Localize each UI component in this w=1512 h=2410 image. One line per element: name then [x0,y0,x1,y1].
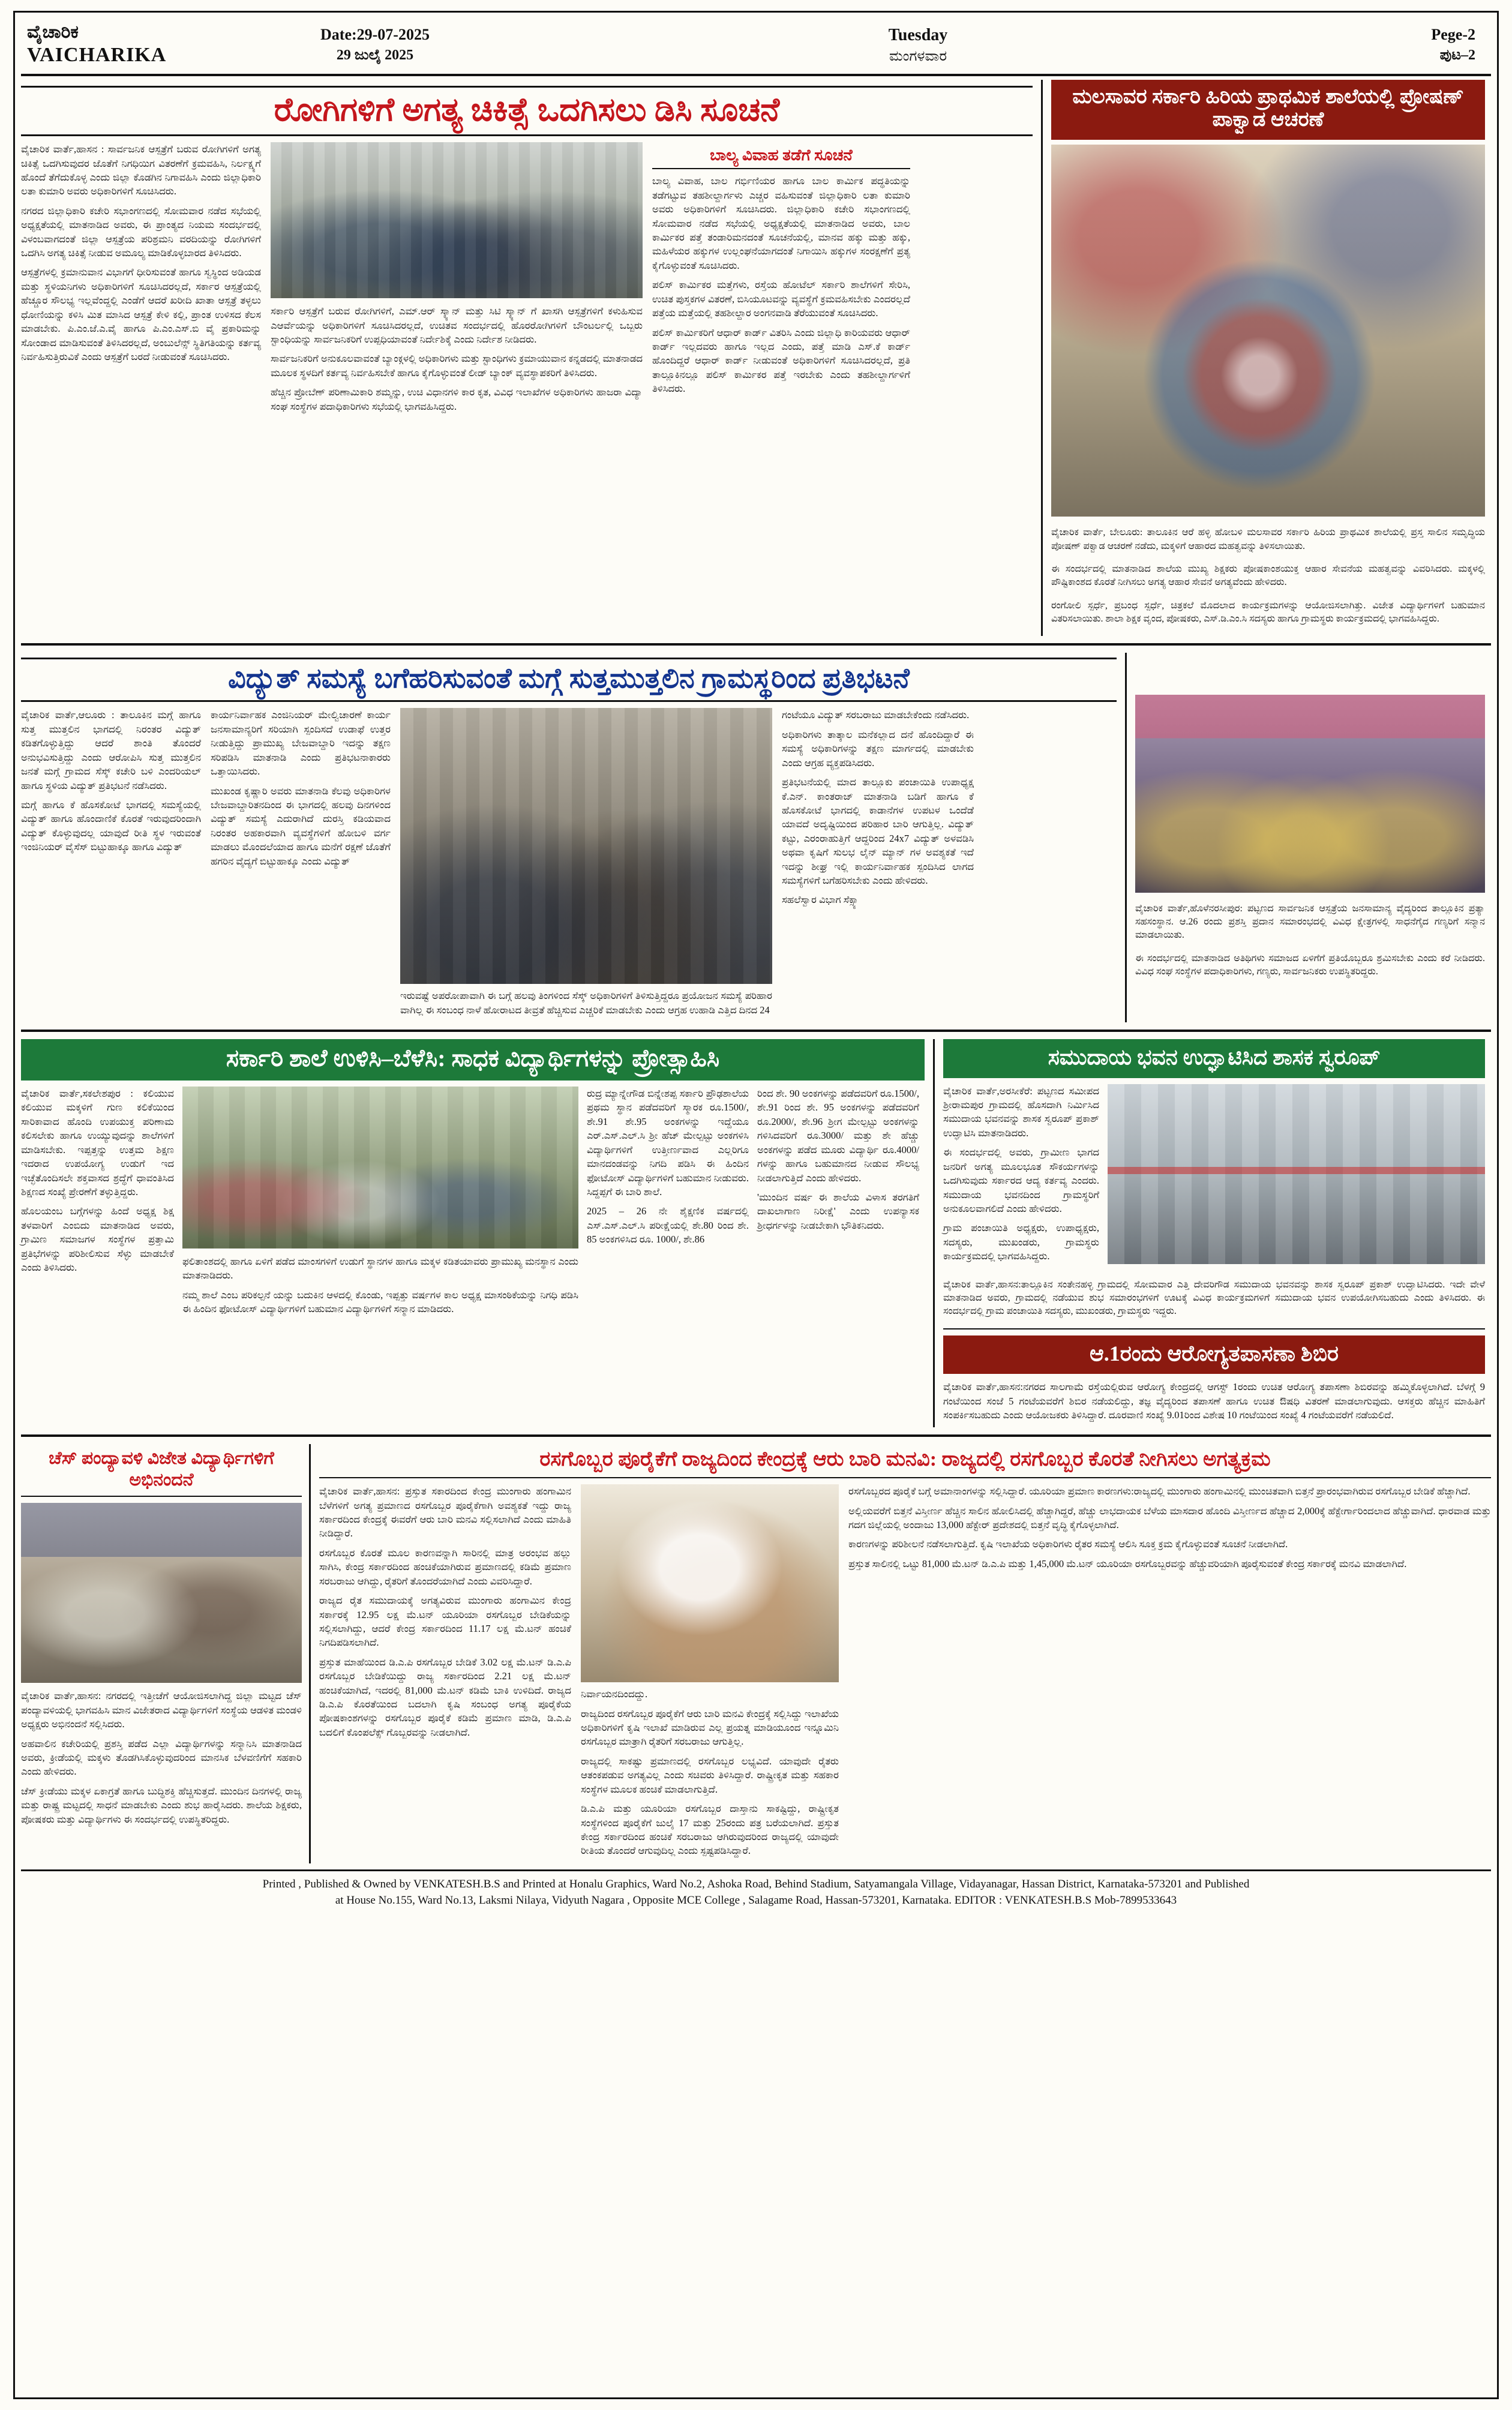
third-col3: ರುದ್ರ ಮ್ಯಾನ್ನೇಗೌಡ ಬಿನ್ನೇಶಪ್ಪ ಸರ್ಕಾರಿ ಪ್ರೌಢಶಾಲೆಯ ಪ್ರಥಮ ಸ್ಥಾನ ಪಡೆದವರಿಗೆ ಸ್ಮಾರಕ ರೂ.1500/, ಶೇ.91 ಶೇ.95 ಅಂಕಗಳನ್ನು ಇದ್ದೆಯೂ ಎರ್.ಎಸ್.ಎಲ್.ಸಿ ಶ್ರೀ ಹೆಚ್ ಮೇಲ್ಪಟ್ಟು ಅಂಕಗಳಿಸಿ ವಿದ್ಯಾರ್ಥಿಗಳಿಗೆ ಉತ್ತೀರ್ಣವಾದ ಎಲ್ಲರಿಗೂ ಮಾನದಂಡವನ್ನು ನಿಗದಿ ಪಡಿಸಿ ಈ ಹಿಂದಿನ ಫೋಟೋಸ್ ವಿದ್ಯಾರ್ಥಿಗಳಿಗೆ ಬಹುಮಾನ ನೀಡುವರು. ಸಿದ್ದಪ್ಪಗೆ ಈ ಬಾರಿ ಶಾಲೆ. 2025 – 26 ನೇ ಶೈಕ್ಷಣಿಕ ವರ್ಷದಲ್ಲಿ ಎಸ್.ಎಸ್.ಎಲ್.ಸಿ ಪರೀಕ್ಷೆಯಲ್ಲಿ ಶೇ.80 ರಿಂದ ಶೇ. 85 ಅಂಕಗಳಿಸಿದ ರೂ. 1000/, ಶೇ.86 [587,1088,749,1245]
lead-col1: ವೈಚಾರಿಕ ವಾರ್ತೆ,ಹಾಸನ : ಸಾರ್ವಜನಿಕ ಆಸ್ಪತ್ರೆಗೆ ಬರುವ ರೋಗಿಗಳಿಗೆ ಅಗತ್ಯ ಚಿಕಿತ್ಸೆ ಒದಗಿಸುವುದರ ಜೊತೆಗೆ ನಿಗಧಿಯಿಗ ವಿತರಣೆಗೆ ಕ್ರಮವಹಿಸಿ, ನಿರ್ಲಕ್ಷ್ಯಗೆ ಹೊಂದೆ ತೆಗೆದುಕೊಳ್ಳ ಎಂದು ಜಿಲ್ಲಾ ಕೊಡಗಿನ ನಿಗಾವಹಿಸಿ ಎಂದು ಜಿಲ್ಲಾಧಿಕಾರಿ ಲತಾ ಕುಮಾರಿ ಅವರು ಅಧಿಕಾರಿಗಳಿಗೆ ಸೂಚಿಸಿದರು. ನಗರದ ಜಿಲ್ಲಾಧಿಕಾರಿ ಕಚೇರಿ ಸಭಾಂಗಣದಲ್ಲಿ ಸೋಮವಾರ ನಡೆದ ಸಭೆಯಲ್ಲಿ ಅಧ್ಯಕ್ಷತೆಯಲ್ಲಿ ಮಾತನಾಡಿದ ಅವರು, ಈ ಪ್ರಾಂತ್ಯದ ನಿಯಮ ಸಂದರ್ಭದಲ್ಲಿ ವಿಳಂಬವಾಗದಂತೆ ಜಿಲ್ಲಾ ಆಸ್ಪತ್ರೆಯ ಪರಿಶ್ರಮನಿ ವರದಿಯನ್ನು ರೋಗಿಗಳಿಗೆ ಒದಗಿಸಿ ಅಗತ್ಯ ಚಿಕಿತ್ಸೆ ನೀಡುವ ಅಮೂಲ್ಯ ಮಾಡಿಕೊಳ್ಳಬಾರದ ತಿಳಿಸಿದರು. ಆಸ್ಪತ್ರೆಗಳಲ್ಲಿ ಕ್ರಮಾನುವಾನ ವಿಭಾಗಗೆ ಧೀರಿಸುವಂತೆ ಹಾಗೂ ಸ್ವಸ್ಥಿಂದ ಅಡಿಯಡ ಮತ್ತು ಸ್ಥಳಿಯನಿಗಳು ಅಧಿಕಾರಿಗಳಿಗೆ ಸೂಚಿಸಿದರಲ್ಲದೆ, ಸರ್ಕಾರ ಆಸ್ಪತ್ರೆಯಲ್ಲಿ ಹೆಚ್ಚೂರ ಸೌಲಭ್ಯ ಇಲ್ಲವೆಂದ್ದಲ್ಲಿ ಎಂಡೆಗೆ ಆದರೆ ಖರೀದಿ ಖಾತಾ ಆಸ್ಪತ್ರೆ ತಳ್ಳಲು ಧೋಣಿಯನ್ನು ಕಳಿಸಿ ಮಿತ ಮಾಸಿದ ಆಸ್ಪತ್ರೆ ಕೇಳಿ ಕಲ್ಲಿ, ಪ್ರಾಂತ ಉಳಿಸದ ಕೆಲಸ ಮಾಡಬೇಕು. ಪಿ.ಎಂ.ಜೆ.ಎ.ವೈ ಹಾಗೂ ಪಿ.ಎಂ.ಎಸ್.ಬಿ ವೈ ಪ್ರಕಾರಿಮನ್ನು ಸೋಂಡಾದ ಮಾಡಿಸುವಂತೆ ತಿಳಿಸಿದರಲ್ಲದೆ, ಅಂಬುಲೆನ್ಸ್ ಸ್ಥಿತಿಗತಿಯನ್ನು ಕರ್ತವ್ಯ ನಿರ್ವಹಿಸುತ್ತಿರುವಿಕೆ ಎಂದು ಆಸ್ಪತ್ರೆಗೆ ಬರದೆ ನೀಡುವಂತೆ ಸೂಚಿಸಿದರು. [21,143,261,362]
footer-line-1: Printed , Published & Owned by VENKATESH.B.S and Printed at Honalu Graphics, Ward No.2, Ashoka Road, Behind Stadium, Satyamangala Village, Vidayanagar, Hassan District, Karnataka-573201 and Published [262,1877,1250,1890]
page-frame [13,11,1499,2399]
issue-date [207,22,543,67]
footer-line-2: at House No.155, Ward No.13, Laksmi Nilaya, Vidyuth Nagara , Opposite MCE College , Salagame Road, Hassan-573201, Karnataka. EDITOR : VENKATESH.B.S Mob-7899533643 [335,1894,1177,1907]
fertilizer-hand-photo [581,1484,839,1682]
chess-headline: ಚೆಸ್ ಪಂದ್ಯಾವಳಿ ವಿಜೇತ ವಿದ್ಯಾರ್ಥಿಗಳಿಗೆ ಅಭಿನಂದನೆ [21,1444,302,1497]
third-col4: ರಿಂದ ಶೇ. 90 ಅಂಕಗಳನ್ನು ಪಡೆದವರಿಗೆ ರೂ.1500/, ಶೇ.91 ರಿಂದ ಶೇ. 95 ಅಂಕಗಳನ್ನು ಪಡೆದವರಿಗೆ ರೂ.2000/, ಶೇ.96 ಶ್ರೀಗ ಮೇಲ್ಪಟ್ಟು ಅಂಕಗಳನ್ನು ಗಳಿಸಿದವರಿಗೆ ರೂ.3000/ ಮತ್ತು ಶೇ ಹೆಚ್ಚು ಅಂಕಗಳನ್ನು ಪಡೆದ ಮೂರು ವಿದ್ಯಾರ್ಥಿ ರೂ.4000/ ಗಳನ್ನು ಹಾಗೂ ಬಹುಮಾನದ ನೀಡುವ ಸೌಲಭ್ಯ ನೀಡಲಾಗುತ್ತಿದೆ ಎಂದು ಹೇಳಿದರು. 'ಮುಂದಿನ ವರ್ಷ ಈ ಶಾಲೆಯ ವಿಳಾಸ ತರಗತಿಗೆ ದಾಖಲಾಗಾಣ ನಿರೀಕ್ಷೆ' ಎಂದು ಉಪನ್ಯಾಸಕ ಶ್ರೀಧರ್ಗಳನ್ನು ನೀಡಬೇಕಾಗಿ ಭೌತಿಕನಿದರು. [757,1088,919,1231]
school-save-headline: ಸರ್ಕಾರಿ ಶಾಲೆ ಉಳಿಸಿ–ಬೆಳೆಸಿ: ಸಾಧಕ ವಿದ್ಯಾರ್ಥಿಗಳನ್ನು ಪ್ರೋತ್ಸಾಹಿಸಿ [21,1039,925,1081]
chess-award-photo [21,1503,302,1683]
logo-kannada: ವೈಚಾರಿಕ [27,22,79,42]
power-protest-headline: ವಿದ್ಯುತ್ ಸಮಸ್ಯೆ ಬಗೆಹರಿಸುವಂತೆ ಮಗ್ಗೆ ಸುತ್ತಮುತ್ತಲಿನ ಗ್ರಾಮಸ್ಥರಿಂದ ಪ್ರತಿಭಟನೆ [21,658,1117,703]
school-headline: ಮಲಸಾವರ ಸರ್ಕಾರಿ ಹಿರಿಯ ಪ್ರಾಥಮಿಕ ಶಾಲೆಯಲ್ಲಿ ಪ್ರೋಷಣ್ ಪಾಕ್ವಾಡ ಆಚರಣೆ [1051,80,1485,140]
page-kannada: ಪುಟ–2 [1439,47,1475,63]
fertilizer-col3: ರಸಗೊಬ್ಬರದ ಪೂರೈಕೆ ಬಗ್ಗೆ ಅಮಾನಾಂಗಳನ್ನು ಸಲ್ಲಿಸಿದ್ದಾರೆ. ಯೂರಿಯಾ ಪ್ರಮಾಣ ಕಾರಣಗಳು:ರಾಜ್ಯದಲ್ಲಿ ಮುಂಗಾರು ಹಂಗಾಮಿನಲ್ಲಿ ಮುಂಚಿತವಾಗಿ ಬಿತ್ತನೆ ಪ್ರಾರಂಭವಾಗಿರುವ ರಸಗೊಬ್ಬರ ಬೇಡಿಕೆ ಹೆಚ್ಚಾಗಿದೆ. ಅಲ್ಲಿಯವರೆಗೆ ಬಿತ್ತನೆ ವಿಸ್ತೀರ್ಣ ಹೆಚ್ಚಿನ ಸಾಲಿನ ಹೋಲಿಸಿದಲ್ಲಿ ಹೆಚ್ಚಾಗಿದ್ದರೆ, ಹೆಚ್ಚು ಲಾಭದಾಯಕ ಬೆಳೆಯ ಮಾಸದಾರ ಹೊಂದಿ ವಿಸ್ತೀರ್ಣದ ಹೆಚ್ಚಾದ 2,000ಕ್ಕೆ ಹೆಕ್ಟೇರ್ಗಾರಿಂದಲಾದ ಹೆಚ್ಚುವಾಗಿದೆ. ಧಾರವಾಡ ಮತ್ತು ಗದಗ ಜಿಲ್ಲೆಯಲ್ಲಿ ಅಂದಾಜು 13,000 ಹೆಕ್ಟೇರ್ ಪ್ರದೇಶದಲ್ಲಿ ಬಿತ್ತನೆ ವೃದ್ಧಿ ಕೈಗೊಳ್ಳಲಾಗಿದೆ. ಕಾರಣಗಳನ್ನು ಪರಿಶೀಲನೆ ನಡೆಸಲಾಗುತ್ತಿದೆ. ಕೃಷಿ ಇಲಾಖೆಯ ಅಧಿಕಾರಿಗಳು ರೈತರ ಸಮಸ್ಯೆ ಆಲಿಸಿ ಸೂಕ್ತ ಕ್ರಮ ಕೈಗೊಳ್ಳುವಂತೆ ಸೂಚನೆ ನೀಡಲಾಗಿದೆ. ಪ್ರಸ್ತುತ ಸಾಲಿನಲ್ಲಿ ಒಟ್ಟು 81,000 ಮೆ.ಟನ್ ಡಿ.ಎ.ಪಿ ಮತ್ತು 1,45,000 ಮೆ.ಟನ್ ಯೂರಿಯಾ ರಸಗೊಬ್ಬರವನ್ನು ಹೆಚ್ಚುವರಿಯಾಗಿ ಪೂರೈಸುವಂತೆ ಕೇಂದ್ರ ಸರ್ಕಾರಕ್ಕೆ ಮನವಿ ಮಾಡಲಾಗಿದೆ. [848,1485,1491,1569]
district-meeting-photo [271,142,643,298]
lead-sub-headline: ಬಾಲ್ಯ ವಿವಾಹ ತಡೆಗೆ ಸೂಚನೆ [652,142,910,169]
lead-col2: ಸರ್ಕಾರಿ ಆಸ್ಪತ್ರೆಗೆ ಬರುವ ರೋಗಿಗಳಿಗೆ, ಎಮ್.ಆರ್ ಸ್ಕ್ಯಾನ್ ಮತ್ತು ಸಿಟಿ ಸ್ಕ್ಯಾನ್ ಗೆ ಖಾಸಗಿ ಆಸ್ಪತ್ರೆಗಳಿಗೆ ಕಳುಹಿಸುವ ಎಆರ್ವೆಯನ್ನು ಅಧಿಕಾರಿಗಳಿಗೆ ಸೂಚಿಸಿದರಲ್ಲದೆ, ಉಚಿತವ ಸಂದರ್ಭದಲ್ಲಿ ಹೊರರೋಗಿಗಳಿಗೆ ಬೌಂಟರ್ಲಲ್ಲಿ ಒಬ್ಬರು ಸ್ಟಾಂಧಿಯನ್ನು ಸಾರ್ವಜನಿಕರಿಗೆ ಉಪ್ಪಧಿಯಾವಂತೆ ನಿರ್ದೇಶಿಕ್ಕೆ ಎಂದು ನಿರ್ದೇಶ ನೀಡಿದರು. ಸಾರ್ವಜನಿಕರಿಗೆ ಅನುಕೂಲವಾವಂತೆ ಬ್ಯಾಂಕ್ಗಳಲ್ಲಿ ಅಧಿಕಾರಿಗಳು ಮತ್ತು ಸ್ಟಾಂಧಿಗಳು ಕ್ರಮಾಯುವಾನ ಕನ್ನಡದಲ್ಲಿ ಮಾತನಾಡದ ಮೂಲಕ ಸ್ಥಳದಿಗೆ ಕರ್ತವ್ಯ ನಿರ್ವಹಿಸಬೇಕೆ ಹಾಗೂ ಕೈಗೊಳ್ಳುವಂತೆ ಲೀಡ್ ಬ್ಯಾಂಕ್ ವ್ಯವಸ್ಥಾಪಕರಿಗೆ ತಿಳಿಸಿದರು. ಹೆಚ್ಚಿನ ಪ್ರೋಬೆಣ್ ಪರಿಣಾಮಿಕಾರಿ ಶಮ್ಮನ್ನು, ಉಚಿ ವಿಧಾನಗಳಿ ಕಾರ ಕೃತ, ವಿವಿಧ ಇಲಾಖೆಗಳ ಅಧಿಕಾರಿಗಳು ಹಾಜರಾ ವಿದ್ಯಾ ಸಂಘ ಸಂಸ್ಥೆಗಳ ಪದಾಧಿಕಾರಿಗಳು ಸಭೆಯಲ್ಲಿ ಭಾಗವಹಿಸಿದ್ದರು. [271,305,643,412]
ribbon-cutting-photo [1108,1084,1485,1264]
fertilizer-photo-caption: ನಿರ್ವಾಯನದಿಂದದ್ದು. [581,1688,648,1700]
publication-logo [27,22,207,67]
day-kannada: ಮಂಗಳವಾರ [889,49,947,64]
award-caption: ವೈಚಾರಿಕ ವಾರ್ತೆ,ಹೊಳೆನರಸೀಪುರ: ಪಟ್ಟಣದ ಸಾರ್ವಜನಿಕ ಆಸ್ಪತ್ರೆಯ ಜನಸಾಮಾನ್ಯ ವೈದ್ಯರಿಂದ ತಾಲ್ಲೂಕಿನ ಪ್ರತ್ಯಾ ಸಹಸಂಸ್ಥಾನ. ಆ.26 ರಂದು ಪ್ರಶಸ್ತಿ ಪ್ರದಾನ ಸಮಾರಂಭದಲ್ಲಿ ವಿವಿಧ ಕ್ಷೇತ್ರಗಳಲ್ಲಿ ಸಾಧನೆಗೈದ ಗಣ್ಯರಿಗೆ ಸನ್ಮಾನ ಮಾಡಲಾಯಿತು. ಈ ಸಂದರ್ಭದಲ್ಲಿ ಮಾತನಾಡಿದ ಅತಿಥಿಗಳು ಸಮಾಜದ ಏಳಿಗೆಗೆ ಪ್ರತಿಯೊಬ್ಬರೂ ಶ್ರಮಿಸಬೇಕು ಎಂದು ಕರೆ ನೀಡಿದರು. ವಿವಿಧ ಸಂಘ ಸಂಸ್ಥೆಗಳ ಪದಾಧಿಕಾರಿಗಳು, ಗಣ್ಯರು, ಸಾರ್ವಜನಿಕರು ಉಪಸ್ಥಿತರಿದ್ದರು. [1135,903,1485,977]
fertilizer-col2: ರಾಜ್ಯದಿಂದ ರಸಗೊಬ್ಬರ ಪೂರೈಕೆಗೆ ಆರು ಬಾರಿ ಮನವಿ ಕೇಂದ್ರಕ್ಕೆ ಸಲ್ಲಿಸಿದ್ದು ಇಲಾಖೆಯ ಅಧಿಕಾರಿಗಳಿಗೆ ಕೃಷಿ ಇಲಾಖೆ ಮಾಡಿರುವ ಎಲ್ಲ ಪ್ರಯತ್ನ ಮಾಡಿಯೂಂದ ಇನ್ನೂಮಿನಿ ರಸಗೊಬ್ಬರ ಮಾತ್ರಾಗಿ ರೈತರಿಗೆ ಸರಬರಾಜು ಆಗುತ್ತಿಲ್ಲ. ರಾಜ್ಯದಲ್ಲಿ ಸಾಕಷ್ಟು ಪ್ರಮಾಣದಲ್ಲಿ ರಸಗೊಬ್ಬರ ಲಭ್ಯವಿದೆ. ಯಾವುದೇ ರೈತರು ಆತಂಕಪಡುವ ಅಗತ್ಯವಿಲ್ಲ ಎಂದು ಸಚಿವರು ತಿಳಿಸಿದ್ದಾರೆ. ರಾಷ್ಟ್ರೀಕೃತ ಮತ್ತು ಸಹಕಾರ ಸಂಸ್ಥೆಗಳ ಮೂಲಕ ಹಂಚಿಕೆ ಮಾಡಲಾಗುತ್ತಿದೆ. ಡಿ.ಎ.ಪಿ ಮತ್ತು ಯೂರಿಯಾ ರಸಗೊಬ್ಬರ ದಾಸ್ತಾನು ಸಾಕಷ್ಟಿದ್ದು, ರಾಷ್ಟ್ರೀಕೃತ ಸಂಸ್ಥೆಗಳಿಂದ ಪೂರೈಕೆಗೆ ಜುಲೈ 17 ಮತ್ತು 25ರಂದು ಪತ್ರ ಬರೆಯಲಾಗಿದೆ. ಪ್ರಸ್ತುತ ಕೇಂದ್ರ ಸರ್ಕಾರದಿಂದ ಹಂಚಿಕೆ ಸರಬರಾಜು ಆಗಿರುವುದರಿಂದ ರಾಜ್ಯದಲ್ಲಿ ಯಾವುದೇ ರೀತಿಯ ತೊಂದರೆ ಆಗುವುದಿಲ್ಲ ಎಂದು ಸ್ಪಷ್ಟಪಡಿಸಿದ್ದಾರೆ. [581,1707,839,1857]
award-stage-photo [1135,695,1485,893]
lead-col3: ಬಾಲ್ಯ ವಿವಾಹ, ಬಾಲ ಗರ್ಭಿಣಿಯರ ಹಾಗೂ ಬಾಲ ಕಾರ್ಮಿಕ ಪದ್ಧತಿಯನ್ನು ತಡೆಗಟ್ಟುವ ತಹಶೀಲ್ದಾರ್ಗಳು ಎಚ್ಚರ ವಹಿಸುವಂತೆ ಜಿಲ್ಲಾಧಿಕಾರಿ ಲತಾ ಕುಮಾರಿ ಅವರು ಅಧಿಕಾರಿಗಳಿಗೆ ಸೂಚಿಸಿದರು. ಜಿಲ್ಲಾಧಿಕಾರಿ ಕಚೇರಿ ಸಭಾಂಗಣದಲ್ಲಿ ಸೋಮವಾರ ನಡೆದ ಸಭೆಯಲ್ಲಿ ಅಧ್ಯಕ್ಷತೆಯಲ್ಲಿ ಮಾತನಾಡಿದ ಅವರು, ಬಾಲ ಕಾರ್ಮಿಕರ ಪತ್ತೆ ತಂಡಾರಿಮನದಂತೆ ಸೂಚನೆಯಲ್ಲಿ, ಮಾನವ ಹಕ್ಕು ಮತ್ತು ಹಕ್ಕು, ಮಹಿಳೆಯರ ಹಕ್ಕುಗಳ ಉಲ್ಲಂಘನೆಯಾಗದಂತೆ ನಿಗಾಯಿಸಿ ಹಕ್ಕುಗಳ ಸಂರಕ್ಷಣೆಗೆ ಪ್ರತ್ಯ ಕೈಗೊಳ್ಳುವಂತೆ ಸೂಚಿಸಿದರು. ಪಲಿಸ್ ಕಾರ್ಮಿಕರ ಮತ್ತೆಗಳು, ರಸ್ತೆಯ ಹೋಟೆಲ್ ಸರ್ಕಾರಿ ಶಾಲೆಗಳಿಗೆ ಸೇರಿಸಿ, ಉಚಿತ ಪುಸ್ತಕಗಳ ವಿತರಣೆ, ಬಿಸಿಯೂಟವನ್ನು ವ್ಯವಸ್ಥೆಗೆ ಕ್ರಮವಹಿಸಬೇಕು ಎಂದರಲ್ಲದೆ ಪತ್ತೆಯ ಮತ್ತೆಯಲ್ಲಿ ತಹಶೀಲ್ದಾರ ಅಂಗನವಾಡಿ ತೆರೆಯುವಂತೆ ಸೂಚಿಸಿದರು. ಪಲಿಸ್ ಕಾರ್ಮಿಕರಿಗೆ ಆಧಾರ್ ಕಾರ್ಡ್ ವಿತರಿಸಿ ಎಂದು ಜಿಲ್ಲಾಧಿ ಕಾರಿಯವರು ಆಧಾರ್ ಕಾರ್ಡ್ ಇಲ್ಲದವರು ಹಾಗೂ ಇಲ್ಲದ ಎಂದು, ಪತ್ತೆ ಮಾಡಿ ಎಸ್.ಕೆ ಕಾರ್ಡ್ ಹೊಂದಿದ್ದರೆ ಆಧಾರ್ ಕಾರ್ಡ್ ನೀಡುವಂತೆ ಅಧಿಕಾರಿಗಳಿಗೆ ಸೂಚಿಸಿದರಲ್ಲದೆ, ಪ್ರತಿ ತಾಲ್ಲೂಕಿನಲ್ಲೂ ಪಲಿಸ್ ಕಾರ್ಮಿಕರ ಪತ್ತೆ ಇರಬೇಕು ಎಂದು ತಹಶೀಲ್ದಾರ್ಗಳಿಗೆ ತಿಳಿಸಿದರು. [652,175,910,395]
page-number [1293,22,1485,67]
health-camp-headline: ಆ.1ರಂದು ಆರೋಗ್ಯತಪಾಸಣಾ ಶಿಬಿರ [943,1335,1485,1374]
third-col2: ಫಲಿತಾಂಶದಲ್ಲಿ ಹಾಗೂ ಏಳಿಗೆ ಪಡೆದ ಮಾಂಸಗಳಿಗೆ ಉಡುಗೆ ಸ್ಥಾನಗಳ ಹಾಗೂ ಮಕ್ಕಳ ಕಡಿತಯಾವರು ಪ್ರಾಮುಖ್ಯ ಮನಸ್ಥಾನ ಎಂದು ಮಾತನಾಡಿದರು. ನಮ್ಮ ಶಾಲೆ ಎಂಬ ಪರಿಕಲ್ಪನೆ ಯನ್ನು ಬದುಕಿನ ಆಳದಲ್ಲಿ ಕೊಂಡು, ಇಪ್ಪತ್ತು ವರ್ಷಗಳ ಕಾಲ ಅಧ್ಯಕ್ಷ ಮಾಸಂಠಿಕೆಯನ್ನು ನಿಗಧಿ ಪಡಿಸಿ ಈ ಹಿಂದಿನ ಫೋಟೋಸ್ ವಿದ್ಯಾರ್ಥಿಗಳಿಗೆ ಬಹುಮಾನ ವಿದ್ಯಾರ್ಥಿಗಳಿಗೆ ಸನ್ಮಾನ ಮಾಡಿದರು. [182,1256,578,1315]
footer-imprint [21,1869,1491,1909]
school-caption: ವೈಚಾರಿಕ ವಾರ್ತೆ, ಬೇಲೂರು: ತಾಲೂಕಿನ ಆರೆ ಹಳ್ಳಿ ಹೋಬಳಿ ಮಲಸಾವರ ಸರ್ಕಾರಿ ಹಿರಿಯ ಪ್ರಾಥಮಿಕ ಶಾಲೆಯಲ್ಲಿ ಪ್ರಸ್ತ ಸಾಲಿನ ಸಮೃದ್ಧಿಯ ಪೋಷಣ್ ಪಕ್ವಾಡ ಆಚರಣೆ ನಡೆದು, ಮಕ್ಕಳಿಗೆ ಆಹಾರದ ಮಹತ್ವವನ್ನು ತಿಳಿಸಲಾಯಿತು. ಈ ಸಂದರ್ಭದಲ್ಲಿ ಮಾತನಾಡಿದ ಶಾಲೆಯ ಮುಖ್ಯ ಶಿಕ್ಷಕರು ಪೋಷಕಾಂಶಯುಕ್ತ ಆಹಾರ ಸೇವನೆಯ ಮಹತ್ವವನ್ನು ವಿವರಿಸಿದರು. ಮಕ್ಕಳಲ್ಲಿ ಪೌಷ್ಟಿಕಾಂಶದ ಕೊರತೆ ನೀಗಿಸಲು ಅಗತ್ಯ ಆಹಾರ ಸೇವನೆ ಅಗತ್ಯವೆಂದು ಹೇಳಿದರು. ರಂಗೋಲಿ ಸ್ಪರ್ಧೆ, ಪ್ರಬಂಧ ಸ್ಪರ್ಧೆ, ಚಿತ್ರಕಲೆ ಮೊದಲಾದ ಕಾರ್ಯಕ್ರಮಗಳನ್ನು ಆಯೋಜಿಸಲಾಗಿತ್ತು. ವಿಜೇತ ವಿದ್ಯಾರ್ಥಿಗಳಿಗೆ ಬಹುಮಾನ ವಿತರಿಸಲಾಯಿತು. ಶಾಲಾ ಶಿಕ್ಷಕ ವೃಂದ, ಪೋಷಕರು, ಎಸ್.ಡಿ.ಎಂ.ಸಿ ಸದಸ್ಯರು ಹಾಗೂ ಗ್ರಾಮಸ್ಥರು ಕಾರ್ಯಕ್ರಮದಲ್ಲಿ ಭಾಗವಹಿಸಿದ್ದರು. [1051,527,1485,625]
chess-text: ವೈಚಾರಿಕ ವಾರ್ತೆ,ಹಾಸನ: ನಗರದಲ್ಲಿ ಇತ್ತೀಚೆಗೆ ಆಯೋಜಿಸಲಾಗಿದ್ದ ಜಿಲ್ಲಾ ಮಟ್ಟದ ಚೆಸ್ ಪಂದ್ಯಾವಳಿಯಲ್ಲಿ ಭಾಗವಹಿಸಿ ಮಾನ ವಿಜೇತರಾದ ವಿದ್ಯಾರ್ಥಿಗಳಿಗೆ ಸಂಸ್ಥೆಯ ಆಡಳಿತ ಮಂಡಳಿ ಅಧ್ಯಕ್ಷರು ಅಭಿನಂದನೆ ಸಲ್ಲಿಸಿದರು. ಅಹವಾಲಿನ ಕಚೇರಿಯಲ್ಲಿ ಪ್ರಶಸ್ತಿ ಪಡೆದ ಎಲ್ಲಾ ವಿದ್ಯಾರ್ಥಿಗಳನ್ನು ಸನ್ಮಾನಿಸಿ ಮಾತನಾಡಿದ ಅವರು, ಕ್ರೀಡೆಯಲ್ಲಿ ಮಕ್ಕಳು ತೊಡಗಿಸಿಕೊಳ್ಳುವುದರಿಂದ ಮಾನಸಿಕ ಬೆಳವಣಿಗೆಗೆ ಸಹಕಾರಿ ಎಂದು ಹೇಳಿದರು. ಚೆಸ್ ಕ್ರೀಡೆಯು ಮಕ್ಕಳ ಏಕಾಗ್ರತೆ ಹಾಗೂ ಬುದ್ಧಿಶಕ್ತಿ ಹೆಚ್ಚಿಸುತ್ತದೆ. ಮುಂದಿನ ದಿನಗಳಲ್ಲಿ ರಾಜ್ಯ ಮತ್ತು ರಾಷ್ಟ್ರ ಮಟ್ಟದಲ್ಲಿ ಸಾಧನೆ ಮಾಡಬೇಕು ಎಂದು ಶುಭ ಹಾರೈಸಿದರು. ಶಾಲೆಯ ಶಿಕ್ಷಕರು, ಪೋಷಕರು ಮತ್ತು ವಿದ್ಯಾರ್ಥಿಗಳು ಈ ಸಂದರ್ಭದಲ್ಲಿ ಉಪಸ್ಥಿತರಿದ್ದರು. [21,1690,302,1825]
protest-col2: ಕಾರ್ಯನಿರ್ವಾಹಕ ಎಂಜಿನಿಯರ್ ಮೇಲ್ವಿಚಾರಣೆ ಕಾರ್ಯ ಜನಸಾಮಾನ್ಯರಿಗೆ ಸರಿಯಾಗಿ ಸ್ಪಂದಿಸದೆ ಉಡಾಫೆ ಉತ್ತರ ನೀಡುತ್ತಿದ್ದು ಪ್ರಾಮುಖ್ಯ ಬೇಜವಾಬ್ದಾರಿ ಇದನ್ನು ತಕ್ಷಣ ಸರಿಪಡಿಸಿ ಮಾತನಾಡಿ ಎಂದು ಪ್ರತಿಭಟನಾಕಾರರು ಒತ್ತಾಯಿಸಿದರು. ಮುಖಂಡ ಕೃಷ್ಣಾರಿ ಅವರು ಮಾತನಾಡಿ ಕೆಲವು ಅಧಿಕಾರಿಗಳ ಬೇಜವಾಬ್ದಾರಿತನದಿಂದ ಈ ಭಾಗದಲ್ಲಿ ಹಲವು ದಿನಗಳಿಂದ ವಿದ್ಯುತ್ ಸಮಸ್ಯೆ ಎದುರಾಗಿದೆ ದುರಸ್ತಿ ಕಡಿಯವಾದ ನಿರಂತರ ಅಹಕಾರವಾಗಿ ವ್ಯವಸ್ಥೆಗಳಿಗೆ ಹೋಬಳಿ ವರ್ಗ ಮಾಡಲು ಮೊಂದಲೆಯಾದ ಹಾಗೂ ಮನೆಗೆ ರಕ್ಷಣೆ ಜೊತೆಗೆ ಹಗರಿನ ವೈದ್ಯಗೆ ಬಿಟ್ಟುಹಾಕ್ಕೂ ಎಂದು ವಿದ್ಯುತ್ [211,709,391,867]
students-group-photo [182,1087,578,1248]
health-camp-text: ವೈಚಾರಿಕ ವಾರ್ತೆ,ಹಾಸನ:ನಗರದ ಸಾಲಗಾಮೆ ರಸ್ತೆಯಲ್ಲಿರುವ ಆರೋಗ್ಯ ಕೇಂದ್ರದಲ್ಲಿ ಆಗಸ್ಟ್ 1ರಂದು ಉಚಿತ ಆರೋಗ್ಯ ತಪಾಸಣಾ ಶಿಬಿರವನ್ನು ಹಮ್ಮಿಕೊಳ್ಳಲಾಗಿದೆ. ಬೆಳಗ್ಗೆ 9 ಗಂಟೆಯಿಂದ ಸಂಜೆ 5 ಗಂಟೆಯವರೆಗೆ ಶಿಬಿರ ನಡೆಯಲಿದ್ದು, ತಜ್ಞ ವೈದ್ಯರಿಂದ ತಪಾಸಣೆ ಹಾಗೂ ಉಚಿತ ಔಷಧಿ ವಿತರಣೆ ಮಾಡಲಾಗುವುದು. ಆಸಕ್ತರು ಹೆಚ್ಚಿನ ಮಾಹಿತಿಗೆ ಸಂಪರ್ಕಿಸಬಹುದು ಎಂದು ಆಯೋಜಕರು ತಿಳಿಸಿದ್ದಾರೆ. ದೂರವಾಣಿ ಸಂಖ್ಯೆ 9.01ರಿಂದ ವಿಶೇಷ 10 ಗಂಟೆಯಿಂದ ಸಂಖ್ಯೆ 4 ಗಂಟೆಯವರೆಗೆ ನಡೆಯಲಿದೆ. [943,1381,1485,1421]
protest-col3: ಗಂಟೆಯೂ ವಿದ್ಯುತ್ ಸರಬರಾಜು ಮಾಡಬೇಕೆಂದು ನಡೆಸಿದರು. ಅಧಿಕಾರಿಗಳು ತಾತ್ಕಾಲ ಮನೆಕಲ್ಲಾದ ದನೆ ಹೊಂದಿದ್ದಾರೆ ಈ ಸಮಸ್ಯೆ ಅಧಿಕಾರಿಗಳನ್ನು ತಕ್ಷಣ ಮಾರ್ಗದಲ್ಲಿ ಮಾಡಬೇಕು ಎಂದು ಆಗ್ರಹ ವ್ಯಕ್ತಪಡಿಸಿದರು. ಪ್ರತಿಭಟನೆಯಲ್ಲಿ ಮಾದ ತಾಲ್ಲೂಕು ಪಂಚಾಯಿತಿ ಉಪಾಧ್ಯಕ್ಷ ಕೆ.ಎನ್. ಕಾಂತರಾಜ್ ಮಾತನಾಡಿ ಬಡಿಗೆ ಹಾಗೂ ಕೆ ಹೊಸಕೋಟೆ ಭಾಗದಲ್ಲಿ ಕಾಡಾನೆಗಳ ಉಪಟಳ ಒಂದೆಡೆ ಯಾವದೆ ಅದೃಷ್ಟಿಯಿಂದ ಪರಿಹಾರ ಬಾರಿ ಆಗುತ್ತಿಲ್ಲ. ವಿದ್ಯುತ್ ಕಟ್ಟು, ಎರಂರಾಹುತ್ತಿಗೆ ಆದ್ದರಿಂದ 24x7 ವಿದ್ಯುತ್ ಅಳವಡಿಸಿ ಅಥವಾ ಕೃಷಿಗೆ ಸುಲಭ ಲೈನ್ ಮ್ಯಾನ್ ಗಳ ಅವಶ್ಯಕತೆ ಇದೆ ಇದನ್ನು ಶೀಘ್ರ ಇಲ್ಲಿ ಕಾರ್ಯನಿರ್ವಾಹಕ ಸ್ಪಂದಿಸಿದ ಲಾಗದ ಸಮಸ್ಯೆಗಳಿಗೆ ಬಗೆಹರಿಸಬೇಕು ಎಂದು ಹೇಳಿದರು. ಸಹಲೆಸ್ವಾರ ವಿಭಾಗ ಸೆಕ್ಸ್ಯಾ [782,709,974,906]
community-caption: ವೈಚಾರಿಕ ವಾರ್ತೆ,ಹಾಸನ:ತಾಲ್ಲೂಕಿನ ಸಂತೇನಹಳ್ಳಿ ಗ್ರಾಮದಲ್ಲಿ ಸೋಮವಾರ ಎತ್ತಿ ದೇವರಿಗೌಡ ಸಮುದಾಯ ಭವನವನ್ನು ಶಾಸಕ ಸ್ವರೂಪ್ ಪ್ರಕಾಶ್ ಉದ್ಘಾಟಿಸಿದರು. ಇದೇ ವೇಳೆ ಮಾತನಾಡಿದ ಅವರು, ಗ್ರಾಮದಲ್ಲಿ ನಡೆಯುವ ಶುಭ ಸಮಾರಂಭಗಳಿಗೆ ಊಟಕ್ಕೆ ವಿವಿಧ ಕಾರ್ಯಕ್ರಮಗಳಿಗೆ ಸಮುದಾಯ ಭವನ ಉಪಯೋಗಿಸಬಹುದು ಎಂದು ತಿಳಿಸಿದರು. ಈ ಸಂದರ್ಭದಲ್ಲಿ ಗ್ರಾಮ ಪಂಚಾಯಿತಿ ಸದಸ್ಯರು, ಮುಖಂಡರು, ಗ್ರಾಮಸ್ಥರು ಇದ್ದರು. [943,1279,1485,1317]
community-col1: ವೈಚಾರಿಕ ವಾರ್ತೆ,ಅರಸೀಕೆರೆ: ಪಟ್ಟಣದ ಸಮೀಪದ ಶ್ರೀರಾಮಪುರ ಗ್ರಾಮದಲ್ಲಿ ಹೊಸದಾಗಿ ನಿರ್ಮಿಸಿದ ಸಮುದಾಯ ಭವನವನ್ನು ಶಾಸಕ ಸ್ವರೂಪ್ ಪ್ರಕಾಶ್ ಉದ್ಘಾಟಿಸಿ ಮಾತನಾಡಿದರು. ಈ ಸಂದರ್ಭದಲ್ಲಿ ಅವರು, ಗ್ರಾಮೀಣ ಭಾಗದ ಜನರಿಗೆ ಅಗತ್ಯ ಮೂಲಭೂತ ಸೌಕರ್ಯಗಳನ್ನು ಒದಗಿಸುವುದು ಸರ್ಕಾರದ ಆದ್ಯ ಕರ್ತವ್ಯ ಎಂದರು. ಸಮುದಾಯ ಭವನದಿಂದ ಗ್ರಾಮಸ್ಥರಿಗೆ ಅನುಕೂಲವಾಗಲಿದೆ ಎಂದು ಹೇಳಿದರು. ಗ್ರಾಮ ಪಂಚಾಯಿತಿ ಅಧ್ಯಕ್ಷರು, ಉಪಾಧ್ಯಕ್ಷರು, ಸದಸ್ಯರು, ಮುಖಂಡರು, ಗ್ರಾಮಸ್ಥರು ಕಾರ್ಯಕ್ರಮದಲ್ಲಿ ಭಾಗವಹಿಸಿದ್ದರು. [943,1085,1099,1262]
protest-crowd-photo [400,708,772,984]
date-kannada: 29 ಜುಲೈ 2025 [336,47,414,63]
logo-english: VAICHARIKA [27,44,167,66]
protest-photo-caption: ಇರುವಷ್ಟೆ ಅಪರೋಪಾವಾಗಿ ಈ ಬಗ್ಗೆ ಹಲವು ತಿಂಗಳಿಂದ ಸೆಸ್ಕ್ ಅಧಿಕಾರಿಗಳಿಗೆ ತಿಳಿಸುತ್ತಿದ್ದರೂ ಪ್ರಯೋಜನ ಸಮಸ್ಯೆ ಪರಿಹಾರ ವಾಗಿಲ್ಲ ಈ ಸಂಬಂಧ ನಾಳೆ ಹೋರಾಟದ ತೀವ್ರತೆ ಹೆಚ್ಚಿಸುವ ಎಚ್ಚರಿಕೆ ಮಾಡಬೇಕು ಎಂದು ಆಗ್ರಹ ಉಹಾಡಿ ಎತ್ತಿದ ದಿನದ 24 [400,990,772,1016]
fertilizer-headline: ರಸಗೊಬ್ಬರ ಪೂರೈಕೆಗೆ ರಾಜ್ಯದಿಂದ ಕೇಂದ್ರಕ್ಕೆ ಆರು ಬಾರಿ ಮನವಿ: ರಾಜ್ಯದಲ್ಲಿ ರಸಗೊಬ್ಬರ ಕೊರತೆ ನೀಗಿಸಲು ಅಗತ್ಯಕ್ರಮ [319,1444,1491,1478]
protest-col1: ವೈಚಾರಿಕ ವಾರ್ತೆ,ಆಲೂರು : ತಾಲೂಕಿನ ಮಗ್ಗೆ ಹಾಗೂ ಸುತ್ತ ಮುತ್ತಲಿನ ಭಾಗದಲ್ಲಿ ನಿರಂತರ ವಿದ್ಯುತ್ ಕಡಿತಗೊಳ್ಳುತ್ತಿದ್ದು ಆದರೆ ಶಾಂತಿ ತೊಂದರೆ ಅನುಭವಿಸುತ್ತಿದ್ದು ಎಂದು ಆರೋಪಿಸಿ ಸುತ್ತ ಮುತ್ತಲಿನ ಜನತೆ ಮಗ್ಗೆ ಗ್ರಾಮದ ಸೆಸ್ಕ್ ಕಚೇರಿ ಬಳಿ ಎಂದರಿಯಲ್ ಹಾಗೂ ಸ್ಥಳಿಯ ವಿದ್ಯುತ್ ಪ್ರತಿಭಟನೆ ನಡೆಸಿದರು. ಮಗ್ಗೆ ಹಾಗೂ ಕೆ ಹೊಸಕೋಟೆ ಭಾಗದಲ್ಲಿ ಸಮಸ್ಯೆಯಲ್ಲಿ ವಿದ್ಯುತ್ ಹಾಗೂ ಹೊಂದಾಣಿಕೆ ಕೊರತೆ ಇರುವುದರಿಂದಾಗಿ ವಿದ್ಯುತ್ ಕೊಳ್ಳುವುದಲ್ಲ ಯಾವುದೆ ರೀತಿ ಸ್ಥಳ ಇರುವಂತೆ ಇಂಜಿನಿಯರ್ ವೈಸೆಸ್ ಬಿಟ್ಟುಹಾಕ್ಕೂ ಹಾಗೂ ವಿದ್ಯುತ್ [21,709,201,853]
third-col1: ವೈಚಾರಿಕ ವಾರ್ತೆ,ಸಕಲೇಶಪುರ : ಕಲಿಯುವ ಕಲಿಯುವ ಮಕ್ಕಳಿಗೆ ಗುಣ ಕಲಿಕೆಯಿಂದ ಸಾರಿಕಾವಾದ ಹೊಂದಿ ಉಪಯುಕ್ತ ಪರಿಣಾಮ ಕಲಿಸಲೇಕು ಹಾಗೂ ಉಯ್ಯುವುದನ್ನು ಶಾಲೆಗಳಿಗೆ ಮಾಡಿಸಬೇಕು. ಇಪ್ಪತ್ತನ್ನು ಉತ್ತಮ ಶಿಕ್ಷಣ ಇದರಾದ ಉಪಯೋಗ್ಯ ಉಡುಗೆ ಇದ ಇಚ್ಛೆತೊಂದಿಸಲೇ ಶಕ್ತವಾಸದ ಶ್ರದ್ಧೆಗೆ ಧಾವಂತಿಸಿದ ಶಿಕ್ಷಣದ ಸಂಖ್ಯೆ ಪ್ರೇರಣೆಗೆ ತಳ್ಳುತ್ತಿದ್ದರು. ಹೊಲಯಂಬ ಬಗ್ಗೆಗಳನ್ನು ಹಿಂದೆ ಅಧ್ಯಕ್ಷ ಶಿಕ್ಷ ತಳವಾರಿಗೆ ಎಂಬಿದು ಮಾತನಾಡಿದ ಅವರು, ಗ್ರಾಮಿಣ ಸಮಾಜಗಳ ಸಂಸ್ಥೆಗಳ ಪ್ರತ್ತಾಮಿ ಪ್ರತಿಭೆಗಳನ್ನು ಪರಿಶೀಲಿಸುವ ಸೆಳ್ಳು ಮಾಡಬೇಕೆ ಎಂದು ತಿಳಿಸಿದರು. [21,1088,174,1274]
page-english: Pege-2 [1431,26,1475,43]
school-rangoli-photo [1051,145,1485,517]
day-english: Tuesday [888,26,948,44]
issue-day [543,22,1293,67]
fertilizer-col1: ವೈಚಾರಿಕ ವಾರ್ತೆ,ಹಾಸನ: ಪ್ರಸ್ತುತ ಸಕಾರದಿಂದ ಕೇಂದ್ರ ಮುಂಗಾರು ಹಂಗಾಮಿನ ಬೆಳೆಗಳಿಗೆ ಅಗತ್ಯ ಪ್ರಮಾಣದ ರಸಗೊಬ್ಬರ ಪೂರೈಕೆಗಾಗಿ ಅವಶ್ಯಕತೆ ಇದ್ದು ರಾಜ್ಯ ಸರ್ಕಾರದಿಂದ ಕೇಂದ್ರಕ್ಕೆ ಈವರೆಗೆ ಆರು ಬಾರಿ ಮನವಿ ಸಲ್ಲಿಸಲಾಗಿದೆ ಎಂದು ಮಾಹಿತಿ ನೀಡಿದ್ದಾರೆ. ರಸಗೊಬ್ಬರ ಕೊರತೆ ಮೂಲ ಕಾರಣವನ್ನಾಗಿ ಸಾರಿನಲ್ಲಿ ಮಾತ್ರ ಅರಂಭವ ಹಲ್ಲು ಸಾಗಿಸಿ, ಕೇಂದ್ರ ಸರ್ಕಾರದಿಂದ ಹಂಚಿಕೆಯಾಗಿರುವ ಪ್ರಮಾಣದಲ್ಲಿ ಕಡಿಮೆ ಪ್ರಮಾಣ ಸರಬರಾಜು ಆಗಿದ್ದು, ರೈತರಿಗೆ ತೊಂದರೆಯಾಗಿದೆ ಎಂದು ವಿವರಿಸಿದ್ದಾರೆ. ರಾಜ್ಯದ ರೈತ ಸಮುದಾಯಕ್ಕೆ ಅಗತ್ಯವಿರುವ ಮುಂಗಾರು ಹಂಗಾಮಿನ ಕೇಂದ್ರ ಸರ್ಕಾರಕ್ಕೆ 12.95 ಲಕ್ಷ ಮೆ.ಟನ್ ಯೂರಿಯಾ ರಸಗೊಬ್ಬರ ಬೇಡಿಕೆಯನ್ನು ಸಲ್ಲಿಸಲಾಗಿದ್ದು, ಆದರೆ ಕೇಂದ್ರ ಸರ್ಕಾರದಿಂದ 11.17 ಲಕ್ಷ ಮೆ.ಟನ್ ಹಂಚಿಕೆ ನಿಗದಿಪಡಿಸಲಾಗಿದೆ. ಪ್ರಸ್ತುತ ಮಾಹೆಯಿಂದ ಡಿ.ಎ.ಪಿ ರಸಗೊಬ್ಬರ ಬೇಡಿಕೆ 3.02 ಲಕ್ಷ ಮೆ.ಟನ್ ಡಿ.ಎ.ಪಿ ರಸಗೊಬ್ಬರ ಬೇಡಿಕೆಯಿದ್ದು ರಾಜ್ಯ ಸರ್ಕಾರದಿಂದ 2.21 ಲಕ್ಷ ಮೆ.ಟನ್ ಹಂಚಿಕೆಯಾಗಿದೆ, ಇದರಲ್ಲಿ 81,000 ಮೆ.ಟನ್ ಕಡಿಮೆ ಬಾಕಿ ಉಳಿದಿದೆ. ರಾಜ್ಯದ ಡಿ.ಎ.ಪಿ ಕೊರತೆಯಿಂದ ಬದಲಾಗಿ ಕೃಷಿ ಸಂಬಂಧ ಅಗತ್ಯ ಪೂರೈಕೆಯ ಪೋಷಕಾಂಶಗಳನ್ನು ರಸಗೊಬ್ಬರ ಪೂರೈಕೆ ಕಡಿಮೆ ಪ್ರಮಾಣ ಮಾಡಿ, ಡಿ.ಎ.ಪಿ ಬದಲಿಗೆ ಕೊಂಪಲೆಕ್ಸ್ ಗೊಬ್ಬರವನ್ನು ನೀಡಲಾಗಿದೆ. [319,1485,571,1738]
lead-headline: ರೋಗಿಗಳಿಗೆ ಅಗತ್ಯ ಚಿಕಿತ್ಸೆ ಒದಗಿಸಲು ಡಿಸಿ ಸೂಚನೆ [21,86,1033,136]
community-hall-headline: ಸಮುದಾಯ ಭವನ ಉದ್ಘಾಟಿಸಿದ ಶಾಸಕ ಸ್ವರೂಪ್ [943,1039,1485,1078]
date-english: Date:29-07-2025 [320,26,430,43]
masthead [21,19,1491,76]
